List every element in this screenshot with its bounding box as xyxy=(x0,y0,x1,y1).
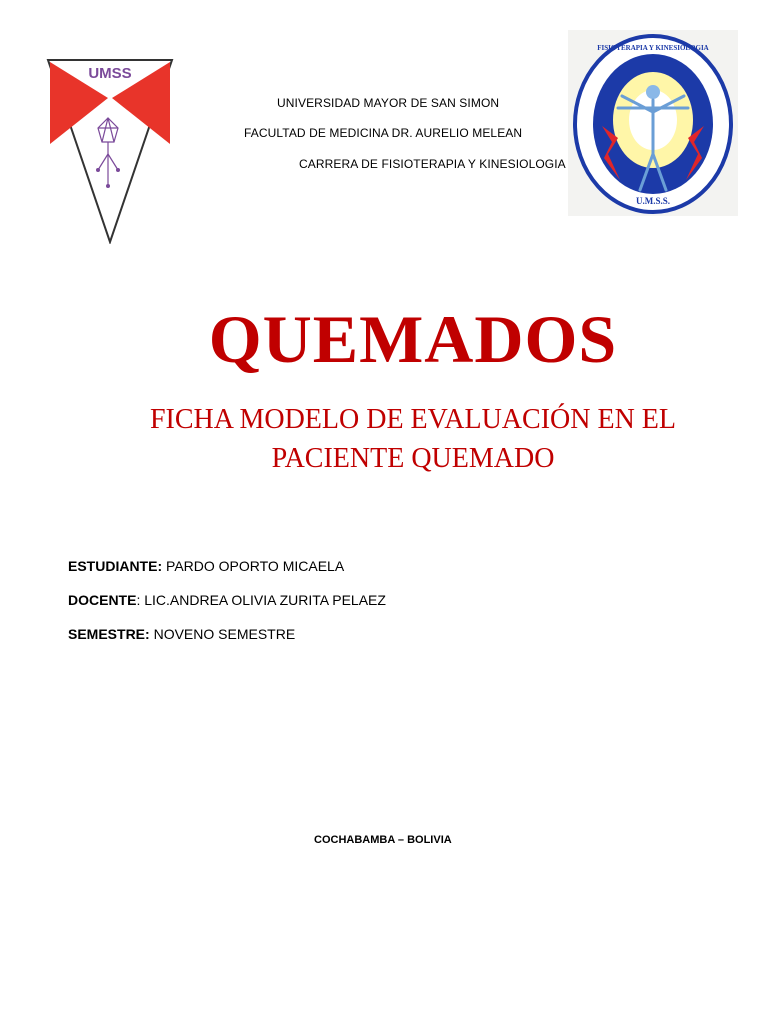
document-subtitle-line-2: PACIENTE QUEMADO xyxy=(271,443,555,474)
teacher-label: DOCENTE xyxy=(68,592,137,608)
career-name: CARRERA DE FISIOTERAPIA Y KINESIOLOGIA xyxy=(299,157,566,171)
location-line: COCHABAMBA – BOLIVIA xyxy=(314,834,452,846)
document-subtitle-line-1: FICHA MODELO DE EVALUACIÓN EN EL xyxy=(149,404,676,435)
semester-value: NOVENO SEMESTRE xyxy=(153,626,296,642)
semester-row xyxy=(68,626,295,642)
student-value: PARDO OPORTO MICAELA xyxy=(166,558,345,574)
university-name: UNIVERSIDAD MAYOR DE SAN SIMON xyxy=(277,96,500,110)
teacher-row xyxy=(68,592,386,608)
faculty-name: FACULTAD DE MEDICINA DR. AURELIO MELEAN xyxy=(244,126,523,140)
umss-logo-text: UMSS xyxy=(88,65,132,82)
umss-logo xyxy=(46,58,174,244)
student-label: ESTUDIANTE: xyxy=(68,558,163,574)
fisio-logo-ring-text-bottom: U.M.S.S. xyxy=(635,196,671,206)
fisio-logo-ring-text-top: FISIOTERAPIA Y KINESIOLOGIA xyxy=(597,44,709,52)
student-row xyxy=(68,558,344,574)
fisio-logo xyxy=(568,30,738,216)
document-title: QUEMADOS xyxy=(208,301,618,377)
teacher-value: : LIC.ANDREA OLIVIA ZURITA PELAEZ xyxy=(136,592,386,608)
semester-label: SEMESTRE: xyxy=(68,626,150,642)
